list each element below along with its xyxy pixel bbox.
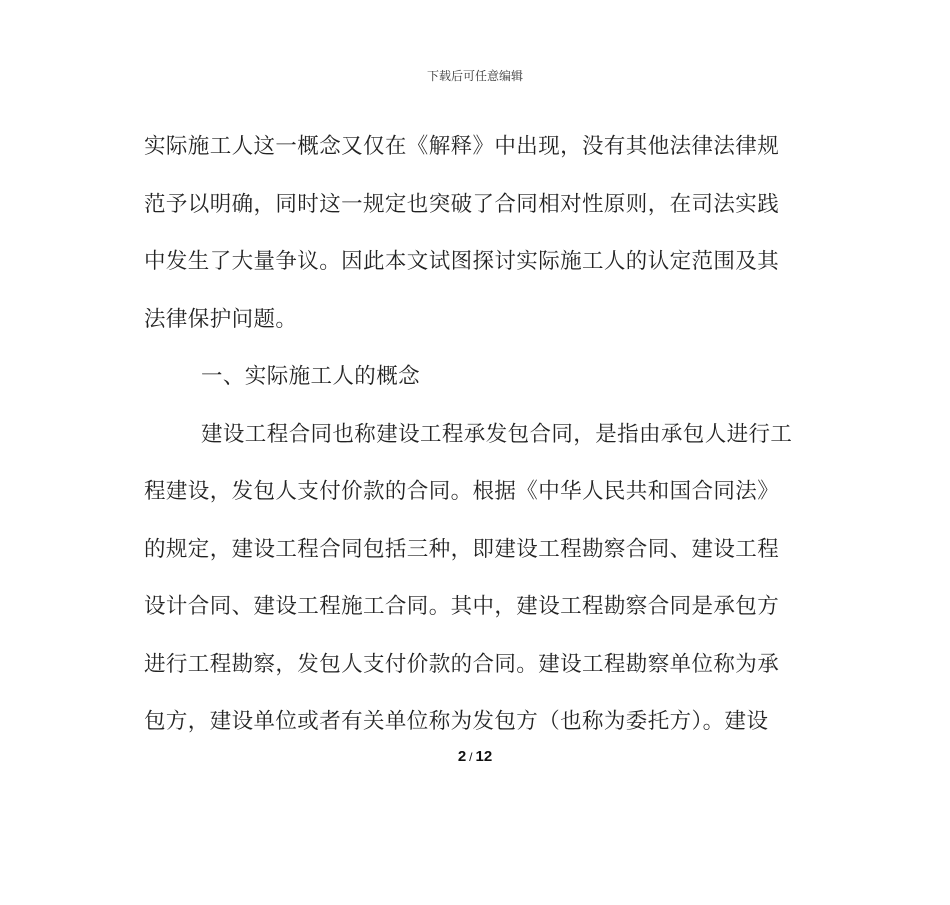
section-heading: 一、实际施工人的概念 bbox=[201, 364, 421, 389]
document-body bbox=[144, 127, 809, 760]
text-line: 设计合同、建设工程施工合同。其中，建设工程勘察合同是承包方 bbox=[144, 594, 780, 619]
text-line: 包方，建设单位或者有关单位称为发包方（也称为委托方）。建设 bbox=[144, 709, 769, 734]
text-line: 中发生了大量争议。因此本文试图探讨实际施工人的认定范围及其 bbox=[144, 249, 780, 274]
current-page-number: 2 bbox=[457, 748, 467, 765]
page-separator: / bbox=[469, 750, 473, 764]
text-line: 建设工程合同也称建设工程承发包合同，是指由承包人进行工 bbox=[201, 421, 793, 447]
text-line: 法律保护问题。 bbox=[144, 306, 298, 332]
text-line: 范予以明确，同时这一规定也突破了合同相对性原则，在司法实践 bbox=[144, 191, 780, 217]
total-pages-number: 12 bbox=[475, 748, 493, 765]
text-line: 进行工程勘察，发包人支付价款的合同。建设工程勘察单位称为承 bbox=[144, 651, 780, 677]
page-number bbox=[0, 748, 950, 765]
page-header: 下载后可任意编辑 bbox=[426, 69, 523, 83]
text-line: 实际施工人这一概念又仅在《解释》中出现，没有其他法律法律规 bbox=[144, 134, 780, 159]
text-line: 的规定，建设工程合同包括三种，即建设工程勘察合同、建设工程 bbox=[144, 536, 780, 562]
text-line: 程建设，发包人支付价款的合同。根据《中华人民共和国合同法》 bbox=[144, 479, 780, 504]
